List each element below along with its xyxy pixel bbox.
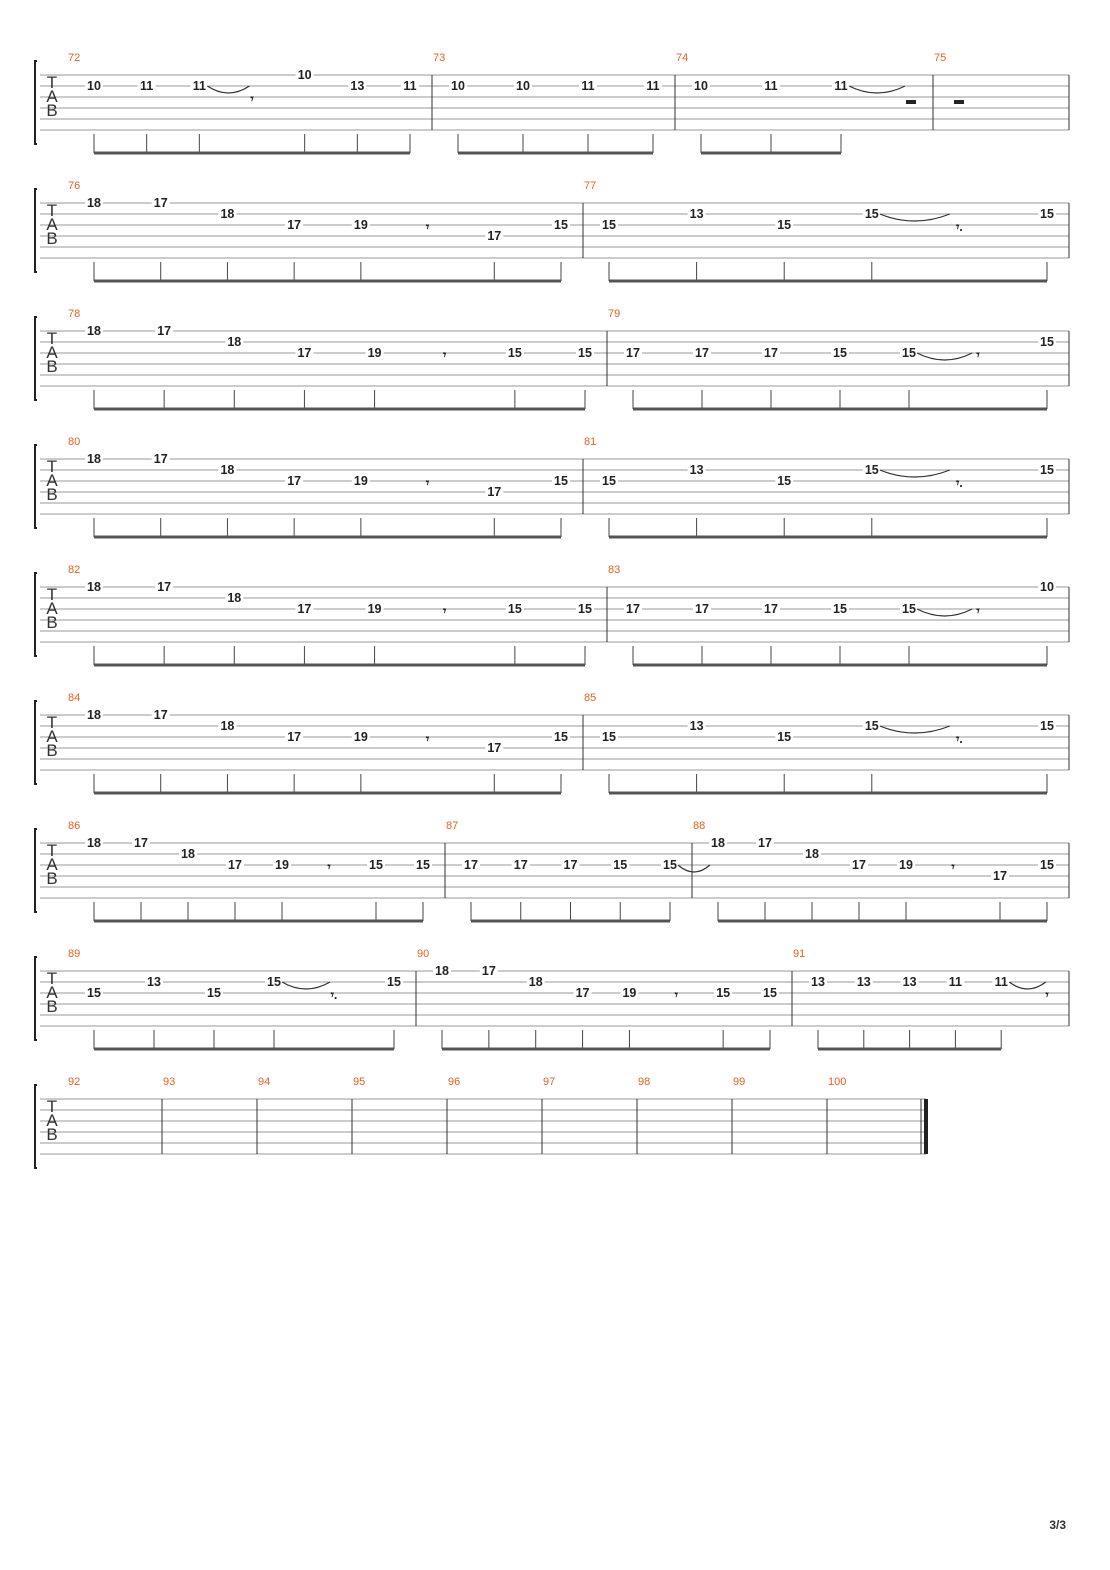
fret-number: 10 (87, 79, 101, 93)
fret-number: 15 (387, 975, 401, 989)
fret-number: 17 (464, 858, 478, 872)
fret-number: 15 (1040, 463, 1054, 477)
measure-number: 78 (68, 308, 81, 320)
tie (678, 865, 710, 872)
fret-number: 15 (864, 207, 879, 221)
fret-number: 19 (367, 602, 382, 616)
tab-clef-letter: B (46, 357, 58, 376)
measure-number: 90 (417, 948, 430, 960)
tie (917, 609, 972, 616)
fret-number: 17 (513, 858, 528, 872)
measure-number: 82 (68, 564, 81, 576)
fret-number: 15 (578, 602, 592, 616)
tab-system (35, 436, 1069, 537)
eighth-rest: 𝄾 (443, 348, 447, 362)
fret-number: 15 (1040, 719, 1054, 733)
tab-clef-letter: T (46, 969, 58, 988)
tab-clef-letter: A (46, 343, 58, 362)
fret-number: 17 (287, 730, 302, 744)
fret-number: 19 (275, 858, 289, 872)
fret-number: 17 (228, 858, 242, 872)
fret-number: 11 (403, 79, 417, 93)
half-rest (954, 100, 964, 104)
page-number: 3/3 (1049, 1518, 1066, 1532)
tie (880, 470, 950, 477)
tab-clef-letter: A (46, 215, 58, 234)
half-rest (906, 100, 916, 104)
fret-number: 17 (153, 196, 168, 210)
fret-number: 18 (805, 847, 819, 861)
tab-clef-letter: B (46, 1125, 58, 1144)
measure-number: 86 (68, 820, 81, 832)
fret-number: 17 (487, 485, 502, 499)
measure-number: 91 (793, 948, 806, 960)
measure-number: 73 (433, 52, 446, 64)
eighth-rest: 𝄾. (330, 988, 338, 1002)
fret-number: 17 (157, 324, 172, 338)
fret-number: 11 (646, 79, 660, 93)
fret-number: 11 (581, 79, 595, 93)
measure-number: 96 (448, 1076, 461, 1088)
fret-number: 15 (267, 975, 281, 989)
fret-number: 18 (87, 836, 101, 850)
fret-number: 17 (764, 346, 778, 360)
tab-system (35, 52, 1069, 153)
system-bracket (35, 957, 37, 1040)
fret-number: 13 (689, 719, 704, 733)
fret-number: 18 (87, 452, 101, 466)
fret-number: 19 (899, 858, 913, 872)
fret-number: 15 (777, 218, 792, 232)
fret-number: 18 (87, 708, 101, 722)
measure-number: 85 (584, 692, 597, 704)
fret-number: 15 (864, 463, 879, 477)
measure-number: 98 (638, 1076, 651, 1088)
fret-number: 17 (993, 869, 1007, 883)
system-bracket (35, 189, 37, 272)
eighth-rest: 𝄾 (425, 220, 430, 234)
fret-number: 15 (777, 474, 792, 488)
fret-number: 17 (153, 452, 168, 466)
fret-number: 19 (353, 730, 368, 744)
eighth-rest: 𝄾 (425, 476, 430, 490)
tab-clef-letter: T (46, 1097, 58, 1116)
tab-clef-letter: T (46, 713, 58, 732)
measure-number: 83 (608, 564, 621, 576)
fret-number: 11 (192, 79, 206, 93)
fret-number: 15 (716, 986, 731, 1000)
fret-number: 15 (554, 474, 568, 488)
tab-clef-letter: B (46, 869, 58, 888)
tab-system (35, 1076, 928, 1168)
eighth-rest: 𝄾 (951, 860, 955, 874)
tie (880, 726, 950, 733)
measure-number: 92 (68, 1076, 81, 1088)
fret-number: 13 (856, 975, 871, 989)
tab-clef-letter: A (46, 1111, 58, 1130)
fret-number: 17 (487, 741, 502, 755)
fret-number: 17 (157, 580, 172, 594)
measure-number: 76 (68, 180, 81, 192)
tab-clef-letter: B (46, 997, 58, 1016)
fret-number: 18 (220, 719, 235, 733)
system-bracket (35, 1085, 37, 1168)
measure-number: 100 (828, 1076, 847, 1088)
tab-clef-letter: A (46, 599, 58, 618)
measure-number: 79 (608, 308, 621, 320)
tab-system (35, 692, 1069, 793)
system-bracket (35, 61, 37, 144)
fret-number: 13 (811, 975, 825, 989)
fret-number: 15 (207, 986, 221, 1000)
fret-number: 18 (220, 463, 235, 477)
fret-number: 17 (852, 858, 866, 872)
eighth-rest: 𝄾. (955, 476, 963, 490)
tab-clef-letter: T (46, 841, 58, 860)
fret-number: 15 (663, 858, 677, 872)
fret-number: 17 (287, 474, 302, 488)
fret-number: 15 (864, 719, 879, 733)
measure-number: 99 (733, 1076, 746, 1088)
fret-number: 15 (1040, 207, 1054, 221)
fret-number: 17 (695, 346, 709, 360)
tab-clef-letter: T (46, 585, 58, 604)
measure-number: 80 (68, 436, 81, 448)
fret-number: 15 (833, 602, 847, 616)
fret-number: 15 (554, 218, 568, 232)
tab-system (35, 820, 1069, 921)
eighth-rest: 𝄾 (250, 92, 254, 106)
tab-system (35, 564, 1069, 665)
fret-number: 15 (1040, 858, 1054, 872)
fret-number: 10 (451, 79, 465, 93)
tab-clef-letter: B (46, 101, 58, 120)
measure-number: 74 (676, 52, 689, 64)
fret-number: 17 (487, 229, 502, 243)
fret-number: 18 (87, 324, 101, 338)
sixteenth-rest: 𝄾 (976, 604, 980, 618)
fret-number: 17 (575, 986, 590, 1000)
system-bracket (35, 573, 37, 656)
measure-number: 77 (584, 180, 597, 192)
tab-clef-letter: A (46, 727, 58, 746)
tab-clef-letter: T (46, 329, 58, 348)
tie (849, 86, 905, 93)
tab-system (35, 308, 1069, 409)
fret-number: 15 (602, 218, 616, 232)
tab-clef-letter: T (46, 73, 58, 92)
fret-number: 17 (626, 602, 640, 616)
tab-clef-letter: T (46, 201, 58, 220)
tab-clef-letter: A (46, 983, 58, 1002)
fret-number: 18 (87, 196, 101, 210)
fret-number: 13 (902, 975, 917, 989)
measure-number: 94 (258, 1076, 271, 1088)
fret-number: 17 (297, 346, 312, 360)
fret-number: 15 (902, 346, 916, 360)
tab-clef-letter: A (46, 87, 58, 106)
fret-number: 19 (622, 986, 637, 1000)
fret-number: 10 (1040, 580, 1054, 594)
sixteenth-rest: 𝄾 (976, 348, 980, 362)
measure-number: 87 (446, 820, 459, 832)
tab-system (35, 180, 1069, 281)
fret-number: 15 (602, 474, 616, 488)
fret-number: 11 (948, 975, 963, 989)
tab-clef-letter: A (46, 471, 58, 490)
fret-number: 15 (87, 986, 101, 1000)
fret-number: 15 (602, 730, 616, 744)
fret-number: 13 (350, 79, 365, 93)
final-barline-thick (924, 1099, 928, 1154)
fret-number: 17 (758, 836, 772, 850)
fret-number: 13 (147, 975, 161, 989)
fret-number: 15 (613, 858, 628, 872)
fret-number: 15 (1040, 335, 1054, 349)
tab-clef-letter: B (46, 485, 58, 504)
fret-number: 11 (764, 79, 778, 93)
measure-number: 88 (693, 820, 706, 832)
fret-number: 19 (353, 218, 368, 232)
tab-clef-letter: B (46, 741, 58, 760)
eighth-rest: 𝄾 (425, 732, 430, 746)
measure-number: 72 (68, 52, 81, 64)
fret-number: 15 (578, 346, 592, 360)
fret-number: 17 (626, 346, 640, 360)
tie (207, 86, 249, 93)
tab-clef-letter: B (46, 229, 58, 248)
fret-number: 15 (507, 602, 522, 616)
fret-number: 18 (435, 964, 449, 978)
fret-number: 17 (134, 836, 148, 850)
fret-number: 15 (507, 346, 522, 360)
fret-number: 11 (834, 79, 848, 93)
fret-number: 10 (694, 79, 708, 93)
system-bracket (35, 829, 37, 912)
fret-number: 15 (763, 986, 777, 1000)
measure-number: 84 (68, 692, 81, 704)
tie (282, 982, 330, 989)
measure-number: 95 (353, 1076, 366, 1088)
tie (880, 214, 950, 221)
fret-number: 18 (87, 580, 101, 594)
fret-number: 18 (528, 975, 543, 989)
eighth-rest: 𝄾 (1045, 988, 1049, 1002)
eighth-rest: 𝄾 (443, 604, 447, 618)
system-bracket (35, 701, 37, 784)
tab-system (35, 948, 1069, 1049)
fret-number: 17 (287, 218, 302, 232)
fret-number: 17 (764, 602, 778, 616)
measure-number: 93 (163, 1076, 176, 1088)
measure-number: 81 (584, 436, 597, 448)
fret-number: 15 (416, 858, 430, 872)
fret-number: 15 (369, 858, 383, 872)
fret-number: 10 (297, 68, 312, 82)
fret-number: 15 (833, 346, 847, 360)
fret-number: 10 (516, 79, 530, 93)
fret-number: 19 (367, 346, 382, 360)
fret-number: 17 (481, 964, 496, 978)
tie (1009, 982, 1046, 989)
eighth-rest: 𝄾. (955, 220, 963, 234)
fret-number: 15 (554, 730, 568, 744)
eighth-rest: 𝄾 (327, 860, 331, 874)
fret-number: 17 (297, 602, 312, 616)
fret-number: 11 (140, 79, 154, 93)
tie (917, 353, 972, 360)
fret-number: 18 (220, 207, 235, 221)
tab-clef-letter: A (46, 855, 58, 874)
measure-number: 89 (68, 948, 81, 960)
fret-number: 15 (902, 602, 916, 616)
fret-number: 18 (711, 836, 725, 850)
tab-clef-letter: T (46, 457, 58, 476)
tab-clef-letter: B (46, 613, 58, 632)
fret-number: 17 (563, 858, 578, 872)
fret-number: 19 (353, 474, 368, 488)
fret-number: 18 (227, 335, 242, 349)
measure-number: 97 (543, 1076, 556, 1088)
eighth-rest: 𝄾 (674, 988, 678, 1002)
fret-number: 17 (695, 602, 709, 616)
fret-number: 18 (181, 847, 195, 861)
measure-number: 75 (934, 52, 947, 64)
fret-number: 13 (689, 463, 704, 477)
fret-number: 18 (227, 591, 242, 605)
system-bracket (35, 445, 37, 528)
system-bracket (35, 317, 37, 400)
fret-number: 15 (777, 730, 792, 744)
fret-number: 11 (994, 975, 1008, 989)
eighth-rest: 𝄾. (955, 732, 963, 746)
fret-number: 17 (153, 708, 168, 722)
fret-number: 13 (689, 207, 704, 221)
